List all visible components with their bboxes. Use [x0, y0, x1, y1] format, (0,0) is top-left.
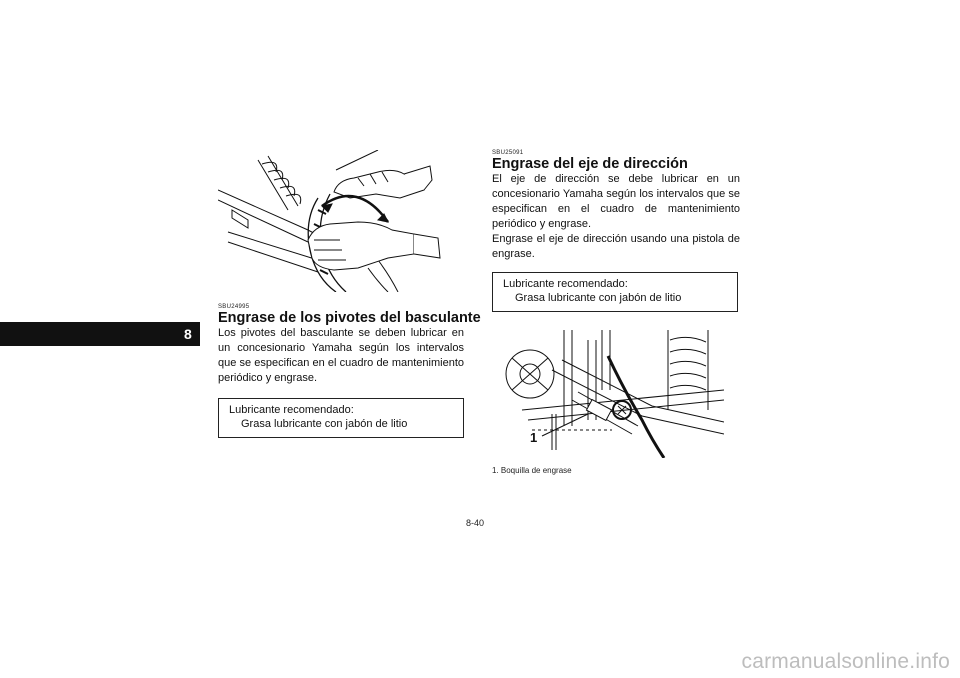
right-column	[492, 150, 740, 475]
section-tab: 8	[0, 322, 200, 346]
watermark: carmanualsonline.info	[741, 650, 950, 673]
lubricant-label: Lubricante recomendado:	[503, 278, 628, 290]
shock-spring	[668, 330, 708, 410]
section-body: El eje de dirección se debe lubricar en un concesionario Yamaha según los intervalos que se especifican en el cuadro de mantenimiento periódico y engrase.	[492, 173, 740, 230]
section-code: SBU25091	[492, 150, 524, 156]
section-title: Engrase del eje de dirección	[492, 156, 688, 172]
section-title: Engrase de los pivotes del basculante	[218, 310, 481, 326]
lubricant-box	[492, 272, 738, 312]
section-body-2: Engrase el eje de dirección usando una pistola de engrase.	[492, 233, 740, 260]
steering-shaft-illustration	[492, 330, 724, 458]
callout-number: 1	[530, 430, 538, 445]
lubricant-value: Grasa lubricante con jabón de litio	[515, 292, 682, 304]
swingarm-illustration	[218, 150, 464, 292]
left-column	[218, 150, 481, 438]
figure-caption: 1. Boquilla de engrase	[492, 466, 572, 475]
lubricant-value: Grasa lubricante con jabón de litio	[241, 418, 408, 430]
page-number: 8-40	[466, 518, 485, 528]
section-code: SBU24995	[218, 304, 250, 310]
section-body: Los pivotes del basculante se deben lubricar en un concesionario Yamaha según los intervalos que se especifican en el cuadro de mantenimiento periódico y engrase.	[218, 327, 464, 384]
shock-spring	[258, 156, 301, 210]
lubricant-box	[218, 398, 464, 438]
lubricant-label: Lubricante recomendado:	[229, 404, 354, 416]
steering-figure	[492, 330, 724, 458]
